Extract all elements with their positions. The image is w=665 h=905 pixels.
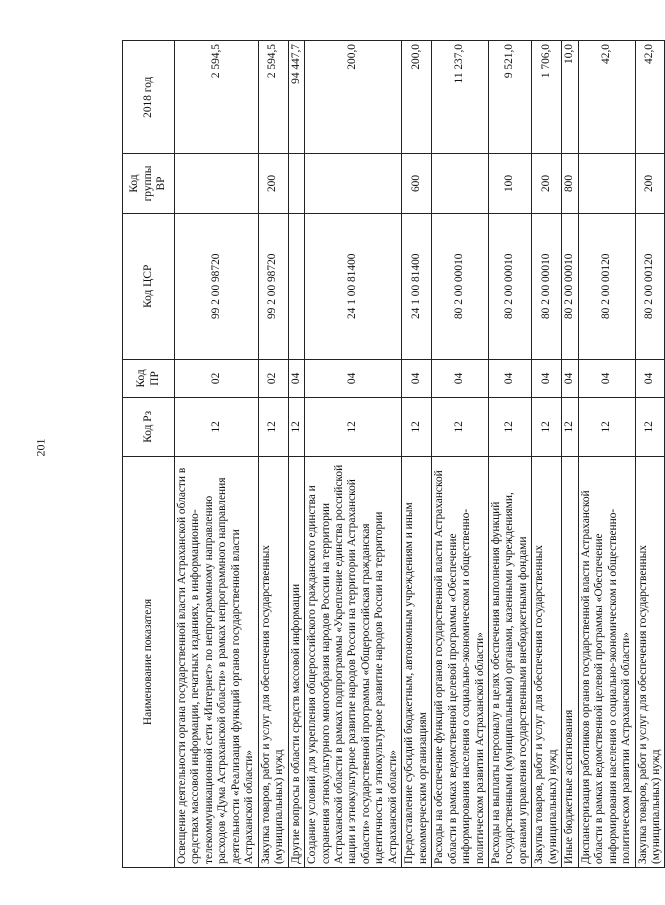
- row-rz: 12: [578, 397, 635, 456]
- row-name: Предоставление субсидий бюджетным, автономным учреждениям и иным некоммерческим организациям: [402, 456, 432, 867]
- row-name: Создание условий для укрепления общероссийского гражданского единства и сохранения этнокультурного многообразия народов России на территории Астраханской области в рамках подпрограммы «Укрепление единства российской нации и этнокультурное развитие народов России на территории Астраханской области» государственной программы «Общероссийская гражданская идентичность и этнокультурное развитие народов России на территории Астраханской области»: [305, 456, 402, 867]
- row-rz: 12: [562, 397, 578, 456]
- row-value: 9 521,0: [488, 41, 531, 154]
- row-vr: 200: [258, 154, 288, 213]
- row-csr: 99 2 00 98720: [258, 213, 288, 359]
- row-name: Закупка товаров, работ и услуг для обеспечения государственных (муниципальных) нужд: [258, 456, 288, 867]
- row-value: 94 447,7: [288, 41, 304, 154]
- row-name: Расходы на выплаты персоналу в целях обеспечения выполнения функций государственными (муниципальными) органами, казенными учреждениями, органами управления государственными внебюджетными фондами: [488, 456, 531, 867]
- header-csr: Код ЦСР: [123, 213, 175, 359]
- table-row: [635, 41, 665, 868]
- table-row: [258, 41, 288, 868]
- row-name: Иные бюджетные ассигнования: [562, 456, 578, 867]
- row-name: Другие вопросы в области средств массовой информации: [288, 456, 304, 867]
- header-2018: 2018 год: [123, 41, 175, 154]
- row-rz: 12: [402, 397, 432, 456]
- row-value: 42,0: [635, 41, 665, 154]
- row-vr: [305, 154, 402, 213]
- row-value: 2 594,5: [258, 41, 288, 154]
- row-value: 11 237,0: [432, 41, 489, 154]
- row-rz: 12: [488, 397, 531, 456]
- row-pr: 04: [305, 360, 402, 398]
- row-pr: 02: [258, 360, 288, 398]
- row-csr: 80 2 00 00010: [562, 213, 578, 359]
- row-rz: 12: [258, 397, 288, 456]
- row-value: 200,0: [305, 41, 402, 154]
- row-rz: 12: [305, 397, 402, 456]
- table-row: [175, 41, 259, 868]
- table-row: [432, 41, 489, 868]
- row-name: Освещение деятельности органа государственной власти Астраханской области в средствах массовой информации, печатных изданиях, в информационно-телекоммуникационной сети «Интернет» по непрограммному направлению расходов «Дума Астраханской области» в рамках непрограммного направления деятельности «Реализация функций органов государственной власти Астраханской области»: [175, 456, 259, 867]
- row-value: 1 706,0: [532, 41, 562, 154]
- header-pr: Код ПР: [123, 360, 175, 398]
- row-csr: 80 2 00 00120: [578, 213, 635, 359]
- budget-table: [122, 40, 665, 868]
- row-csr: 80 2 00 00010: [532, 213, 562, 359]
- row-vr: 600: [402, 154, 432, 213]
- row-rz: 12: [432, 397, 489, 456]
- row-vr: [288, 154, 304, 213]
- row-pr: 04: [288, 360, 304, 398]
- row-pr: 04: [432, 360, 489, 398]
- row-pr: 04: [562, 360, 578, 398]
- row-pr: 04: [402, 360, 432, 398]
- row-rz: 12: [532, 397, 562, 456]
- table-row: [488, 41, 531, 868]
- row-pr: 02: [175, 360, 259, 398]
- table-row: [562, 41, 578, 868]
- row-csr: 99 2 00 98720: [175, 213, 259, 359]
- row-name: Закупка товаров, работ и услуг для обеспечения государственных (муниципальных) нужд: [532, 456, 562, 867]
- table-header-row: [123, 41, 175, 868]
- row-vr: 200: [532, 154, 562, 213]
- row-csr: 24 1 00 81400: [402, 213, 432, 359]
- row-rz: 12: [635, 397, 665, 456]
- row-name: Диспансеризация работников органов государственной власти Астраханской области в рамках ведомственной целевой программы «Обеспечение информирования населения о социально-экономическом и общественно-политическом развитии Астраханской области»: [578, 456, 635, 867]
- row-csr: [288, 213, 304, 359]
- table-row: [288, 41, 304, 868]
- row-vr: 800: [562, 154, 578, 213]
- row-vr: 200: [635, 154, 665, 213]
- table-row: [578, 41, 635, 868]
- row-vr: [578, 154, 635, 213]
- header-name: Наименование показателя: [123, 456, 175, 867]
- row-value: 2 594,5: [175, 41, 259, 154]
- row-rz: 12: [288, 397, 304, 456]
- row-csr: 80 2 00 00010: [432, 213, 489, 359]
- page-number: 201: [33, 438, 48, 457]
- rotated-table-wrapper: [122, 40, 662, 868]
- row-vr: [175, 154, 259, 213]
- row-value: 42,0: [578, 41, 635, 154]
- row-pr: 04: [635, 360, 665, 398]
- row-value: 200,0: [402, 41, 432, 154]
- row-pr: 04: [532, 360, 562, 398]
- row-csr: 80 2 00 00120: [635, 213, 665, 359]
- table-row: [305, 41, 402, 868]
- row-pr: 04: [578, 360, 635, 398]
- row-csr: 80 2 00 00010: [488, 213, 531, 359]
- row-csr: 24 1 00 81400: [305, 213, 402, 359]
- row-vr: [432, 154, 489, 213]
- row-name: Расходы на обеспечение функций органов государственной власти Астраханской области в рамках ведомственной целевой программы «Обеспечение информирования населения о социально-экономическом и общественно-политическом развитии Астраханской области»: [432, 456, 489, 867]
- header-vr: Код группы ВР: [123, 154, 175, 213]
- row-rz: 12: [175, 397, 259, 456]
- row-vr: 100: [488, 154, 531, 213]
- table-row: [402, 41, 432, 868]
- header-rz: Код Рз: [123, 397, 175, 456]
- table-row: [532, 41, 562, 868]
- row-name: Закупка товаров, работ и услуг для обеспечения государственных (муниципальных) нужд: [635, 456, 665, 867]
- row-pr: 04: [488, 360, 531, 398]
- row-value: 10,0: [562, 41, 578, 154]
